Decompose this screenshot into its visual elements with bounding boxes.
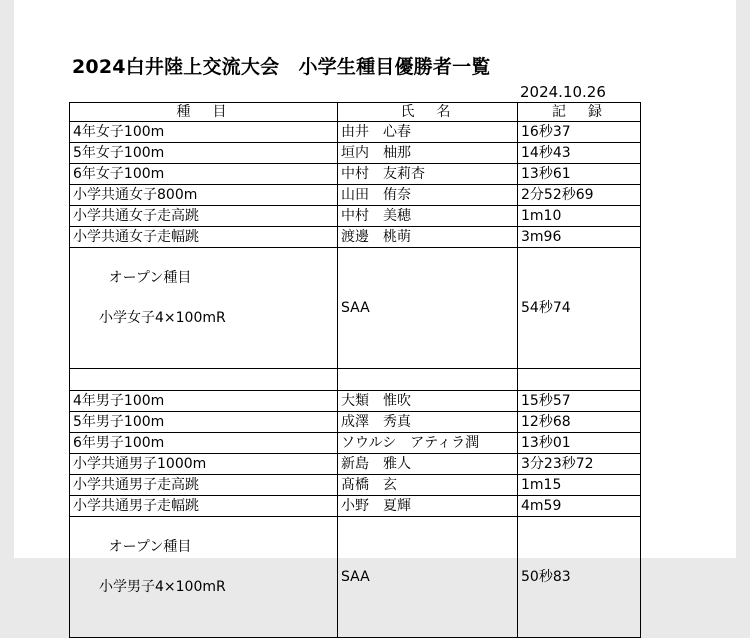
record-cell: 50秒83 (518, 517, 641, 638)
table-row (70, 433, 641, 454)
header-name: 氏 名 (338, 103, 518, 122)
record-cell: 2分52秒69 (518, 185, 641, 206)
record-cell: 1m15 (518, 475, 641, 496)
event-cell: 小学共通女子走幅跳 (70, 227, 338, 248)
event-cell: 5年女子100m (70, 143, 338, 164)
table-row (70, 475, 641, 496)
event-date: 2024.10.26 (520, 83, 606, 101)
event-cell: 6年女子100m (70, 164, 338, 185)
name-cell: 新島 雅人 (338, 454, 518, 475)
name-cell: 渡邊 桃萌 (338, 227, 518, 248)
table-row (70, 454, 641, 475)
record-cell: 54秒74 (518, 248, 641, 369)
record-cell: 3分23秒72 (518, 454, 641, 475)
name-cell: 中村 友莉杏 (338, 164, 518, 185)
record-cell: 13秒01 (518, 433, 641, 454)
event-cell: 4年男子100m (70, 391, 338, 412)
name-cell: 中村 美穂 (338, 206, 518, 227)
event-relay-label: 小学女子4×100mR (99, 310, 226, 326)
table-row (70, 143, 641, 164)
event-cell: 小学共通男子走幅跳 (70, 496, 338, 517)
empty-cell (70, 369, 338, 391)
table-row (70, 412, 641, 433)
table-row (70, 391, 641, 412)
empty-cell (338, 369, 518, 391)
event-cell: 小学共通女子800m (70, 185, 338, 206)
event-cell: 5年男子100m (70, 412, 338, 433)
header-event: 種 目 (70, 103, 338, 122)
table-row-relay (70, 248, 641, 369)
event-category-label: オープン種目 (108, 270, 192, 286)
table-row (70, 185, 641, 206)
event-relay-label: 小学男子4×100mR (99, 579, 226, 595)
event-category-label: オープン種目 (108, 539, 192, 555)
name-cell: SAA (338, 517, 518, 638)
event-cell (70, 248, 338, 369)
event-cell: 6年男子100m (70, 433, 338, 454)
name-cell: ソウルシ アティラ潤 (338, 433, 518, 454)
page-title: 2024白井陸上交流大会 小学生種目優勝者一覧 (72, 56, 491, 78)
empty-cell (518, 369, 641, 391)
record-cell: 1m10 (518, 206, 641, 227)
name-cell: 大類 惟吹 (338, 391, 518, 412)
event-cell: 小学共通男子走高跳 (70, 475, 338, 496)
name-cell: SAA (338, 248, 518, 369)
header-record: 記 録 (518, 103, 641, 122)
table-row (70, 206, 641, 227)
name-cell: 成澤 秀真 (338, 412, 518, 433)
record-cell: 3m96 (518, 227, 641, 248)
record-cell: 4m59 (518, 496, 641, 517)
table-row (70, 122, 641, 143)
event-cell: 小学共通女子走高跳 (70, 206, 338, 227)
name-cell: 小野 夏輝 (338, 496, 518, 517)
record-cell: 15秒57 (518, 391, 641, 412)
name-cell: 由井 心春 (338, 122, 518, 143)
name-cell: 山田 侑奈 (338, 185, 518, 206)
table-row (70, 164, 641, 185)
table-row (70, 227, 641, 248)
record-cell: 12秒68 (518, 412, 641, 433)
name-cell: 垣内 柚那 (338, 143, 518, 164)
event-cell (70, 517, 338, 638)
record-cell: 14秒43 (518, 143, 641, 164)
name-cell: 髙橋 玄 (338, 475, 518, 496)
table-header-row (70, 103, 641, 122)
table-row-spacer (70, 369, 641, 391)
record-cell: 13秒61 (518, 164, 641, 185)
event-cell: 小学共通男子1000m (70, 454, 338, 475)
event-cell: 4年女子100m (70, 122, 338, 143)
record-cell: 16秒37 (518, 122, 641, 143)
table-row (70, 496, 641, 517)
table-row-relay (70, 517, 641, 638)
